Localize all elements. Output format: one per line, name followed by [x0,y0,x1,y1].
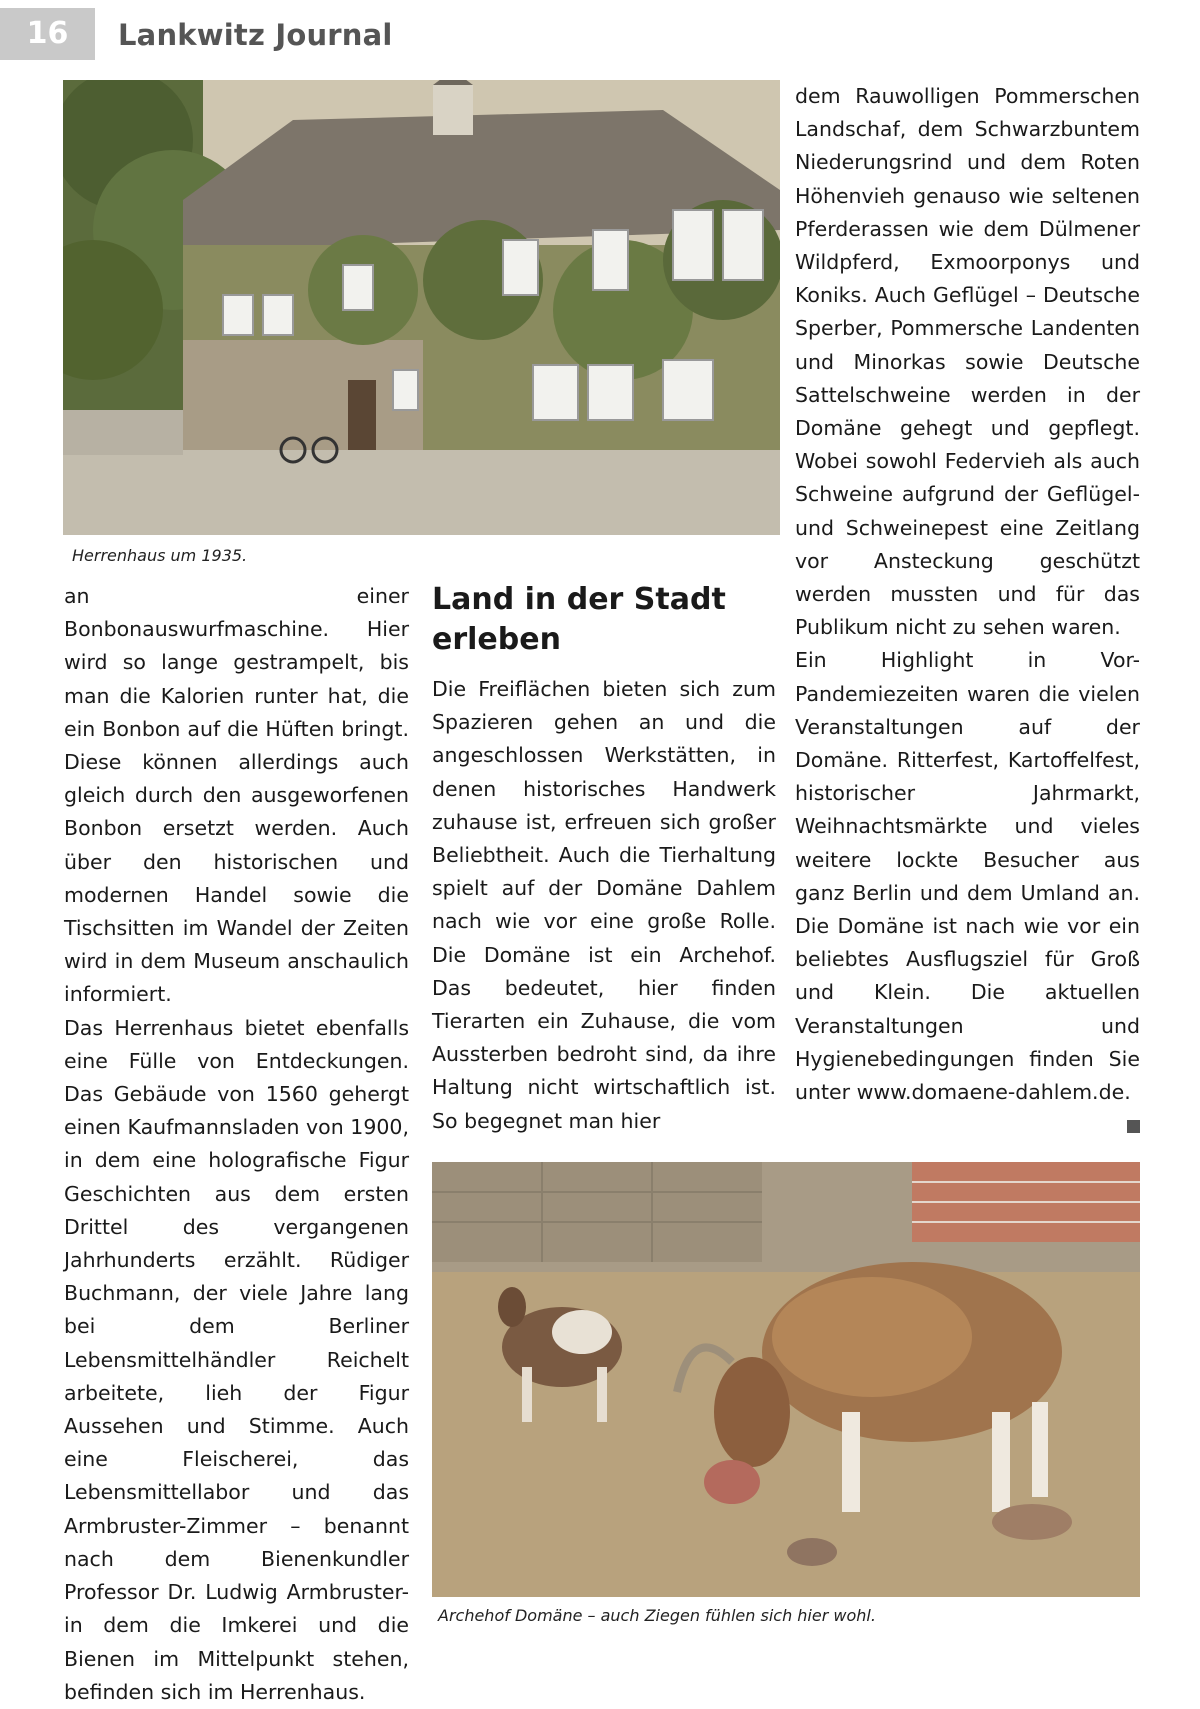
column-left [64,580,409,1709]
paragraph: Das Herrenhaus bietet ebenfalls eine Fülle von Entdeckungen. Das Gebäude von 1560 gehergt einen Kaufmannsladen von 1900, in dem eine holografische Figur Geschichten aus dem ersten Drittel des vergangenen Jahrhunderts erzählt. Rüdiger Buchmann, der viele Jahre lang bei dem Berliner Lebensmittelhändler Reichelt arbeitete, lieh der Figur Aussehen und Stimme. Auch eine Fleischerei, das Lebensmittellabor und das Armbruster-Zimmer – benannt nach dem Bienenkundler Professor Dr. Ludwig Armbruster- in dem die Imkerei und die Bienen im Mittelpunkt stehen, befinden sich im Herrenhaus. [64,1015,409,1704]
end-mark-icon [1127,1120,1140,1133]
paragraph: Die Freiflächen bieten sich zum Spazieren gehen an und die angeschlossen Werkstätten, in denen historisches Handwerk zuhause ist, erfreuen sich großer Beliebtheit. Auch die Tierhaltung spielt auf der Domäne Dahlem nach wie vor eine große Rolle. Die Domäne ist ein Archehof. Das bedeutet, hier finden Tierarten ein Zuhause, die vom Aussterben bedroht sind, da ihre Haltung nicht wirtschaftlich ist. So begegnet man hier [432,677,776,1133]
page-header [0,0,1200,70]
caption-herrenhaus: Herrenhaus um 1935. [72,546,248,565]
photo-herrenhaus [63,80,780,535]
section-heading: Land in der Stadt erleben [432,582,726,657]
paragraph-end [795,644,1140,1109]
paragraph: dem Rauwolligen Pommerschen Landschaf, dem Schwarzbuntem Niederungsrind und dem Roten Höhenvieh genauso wie seltenen Pferderassen wie dem Dülmener Wildpferd, Exmoorponys und Koniks. Auch Geflügel – Deutsche Sperber, Pommersche Landenten und Minorkas sowie Deutsche Sattelschweine werden in der Domäne gehegt und gepflegt. Wobei sowohl Federvieh als auch Schweine aufgrund der Geflügel- und Schweinepest eine Zeitlang vor Ansteckung geschützt werden mussten und für das Publikum nicht zu sehen waren. [795,84,1140,640]
page-number: 16 [0,8,95,60]
journal-title: Lankwitz Journal [118,18,393,52]
column-middle [432,673,776,1138]
paragraph: an einer Bonbonauswurfmaschine. Hier wird so lange gestrampelt, bis man die Kalorien runter hat, die ein Bonbon auf die Hüften bringt. Diese können allerdings auch gleich durch den ausgeworfenen Bonbon ersetzt werden. Auch über den historischen und modernen Handel sowie die Tischsitten im Wandel der Zeiten wird in dem Museum anschaulich informiert. [64,584,409,1007]
column-right [795,80,1140,1133]
paragraph: Ein Highlight in Vor-Pandemiezeiten waren die vielen Veranstaltungen auf der Domäne. Ritterfest, Kartoffelfest, historischer Jahrmarkt, Weihnachtsmärkte und vieles weitere lockte Besucher aus ganz Berlin und dem Umland an. Die Domäne ist nach wie vor ein beliebtes Ausflugsziel für Groß und Klein. Die aktuellen Veranstaltungen und Hygienebedingungen finden Sie unter www.domaene-dahlem.de. [795,648,1140,1105]
photo-goats [432,1162,1140,1597]
caption-goats: Archehof Domäne – auch Ziegen fühlen sich hier wohl. [438,1606,876,1625]
